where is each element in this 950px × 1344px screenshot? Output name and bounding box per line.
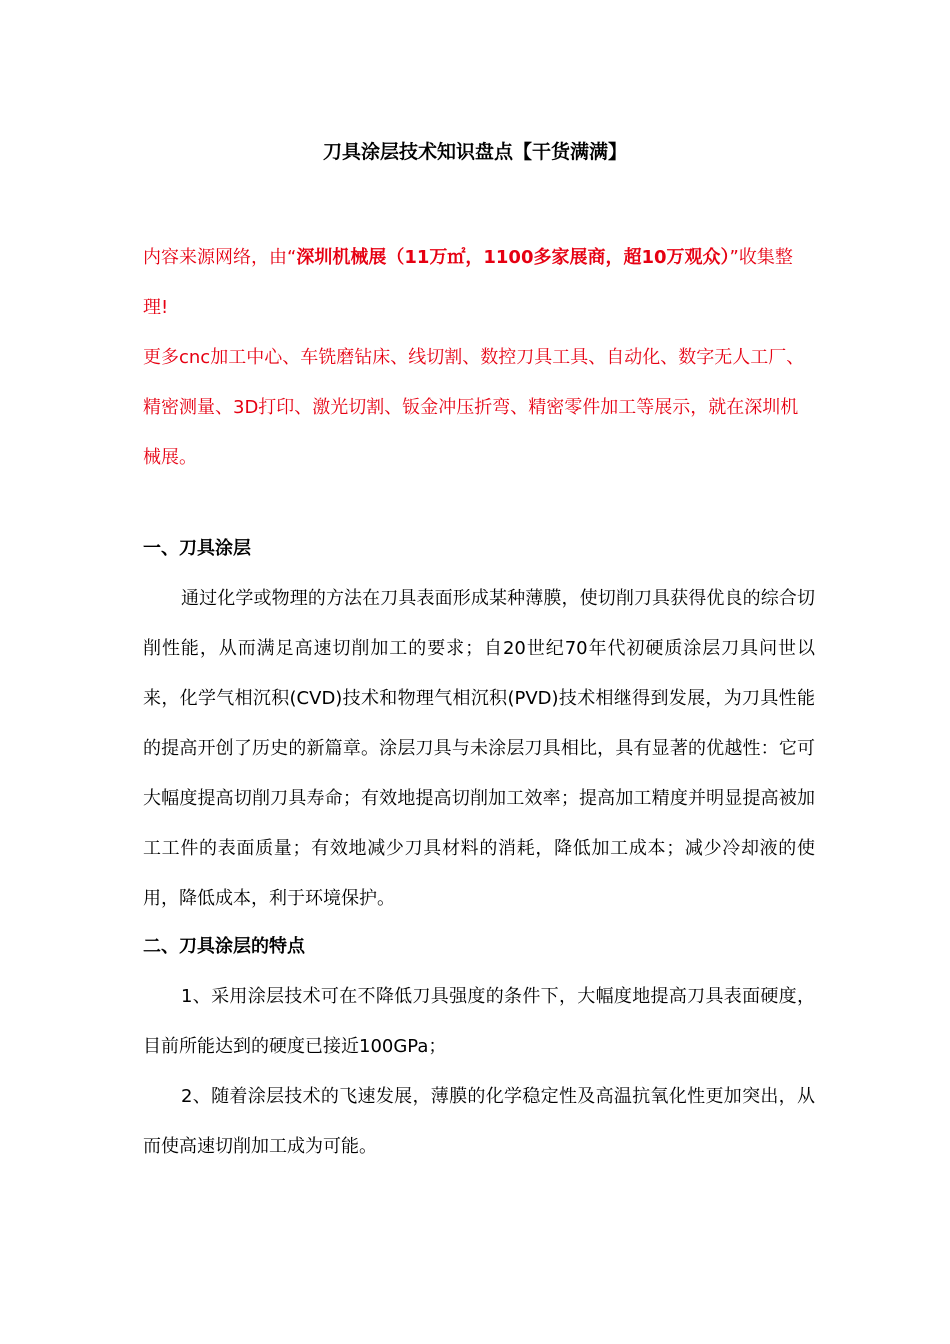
intro-source-prefix: 内容来源网络，由“ [143,247,297,268]
document-title: 刀具涂层技术知识盘点【干货满满】 [322,141,627,163]
intro-expo-highlight: 深圳机械展（11万㎡，1100多家展商，超10万观众） [296,247,730,268]
section-features-heading: 二、刀具涂层的特点 [143,936,305,957]
intro-notice [143,233,815,483]
section-coating-heading: 一、刀具涂层 [143,538,251,559]
intro-source-suffix: ”收集整理! [143,247,793,318]
feature-item-1: 1、采用涂层技术可在不降低刀具强度的条件下，大幅度地提高刀具表面硬度，目前所能达到的硬度已接近100GPa； [143,986,815,1057]
feature-item-2: 2、随着涂层技术的飞速发展，薄膜的化学稳定性及高温抗氧化性更加突出，从而使高速切削加工成为可能。 [143,1086,815,1157]
intro-source-line [143,233,815,333]
intro-expo-description: 更多cnc加工中心、车铣磨钻床、线切割、数控刀具工具、自动化、数字无人工厂、精密测量、3D打印、激光切割、钣金冲压折弯、精密零件加工等展示，就在深圳机械展。 [143,347,805,468]
section-features [143,922,815,1172]
section-coating [143,524,815,924]
section-coating-paragraph: 通过化学或物理的方法在刀具表面形成某种薄膜，使切削刀具获得优良的综合切削性能，从而满足高速切削加工的要求；自20世纪70年代初硬质涂层刀具问世以来，化学气相沉积(CVD)技术和物理气相沉积(PVD)技术相继得到发展，为刀具性能的提高开创了历史的新篇章。涂层刀具与未涂层刀具相比，具有显著的优越性：它可大幅度提高切削刀具寿命；有效地提高切削加工效率；提高加工精度并明显提高被加工工件的表面质量；有效地减少刀具材料的消耗，降低加工成本；减少冷却液的使用，降低成本，利于环境保护。 [143,588,815,909]
